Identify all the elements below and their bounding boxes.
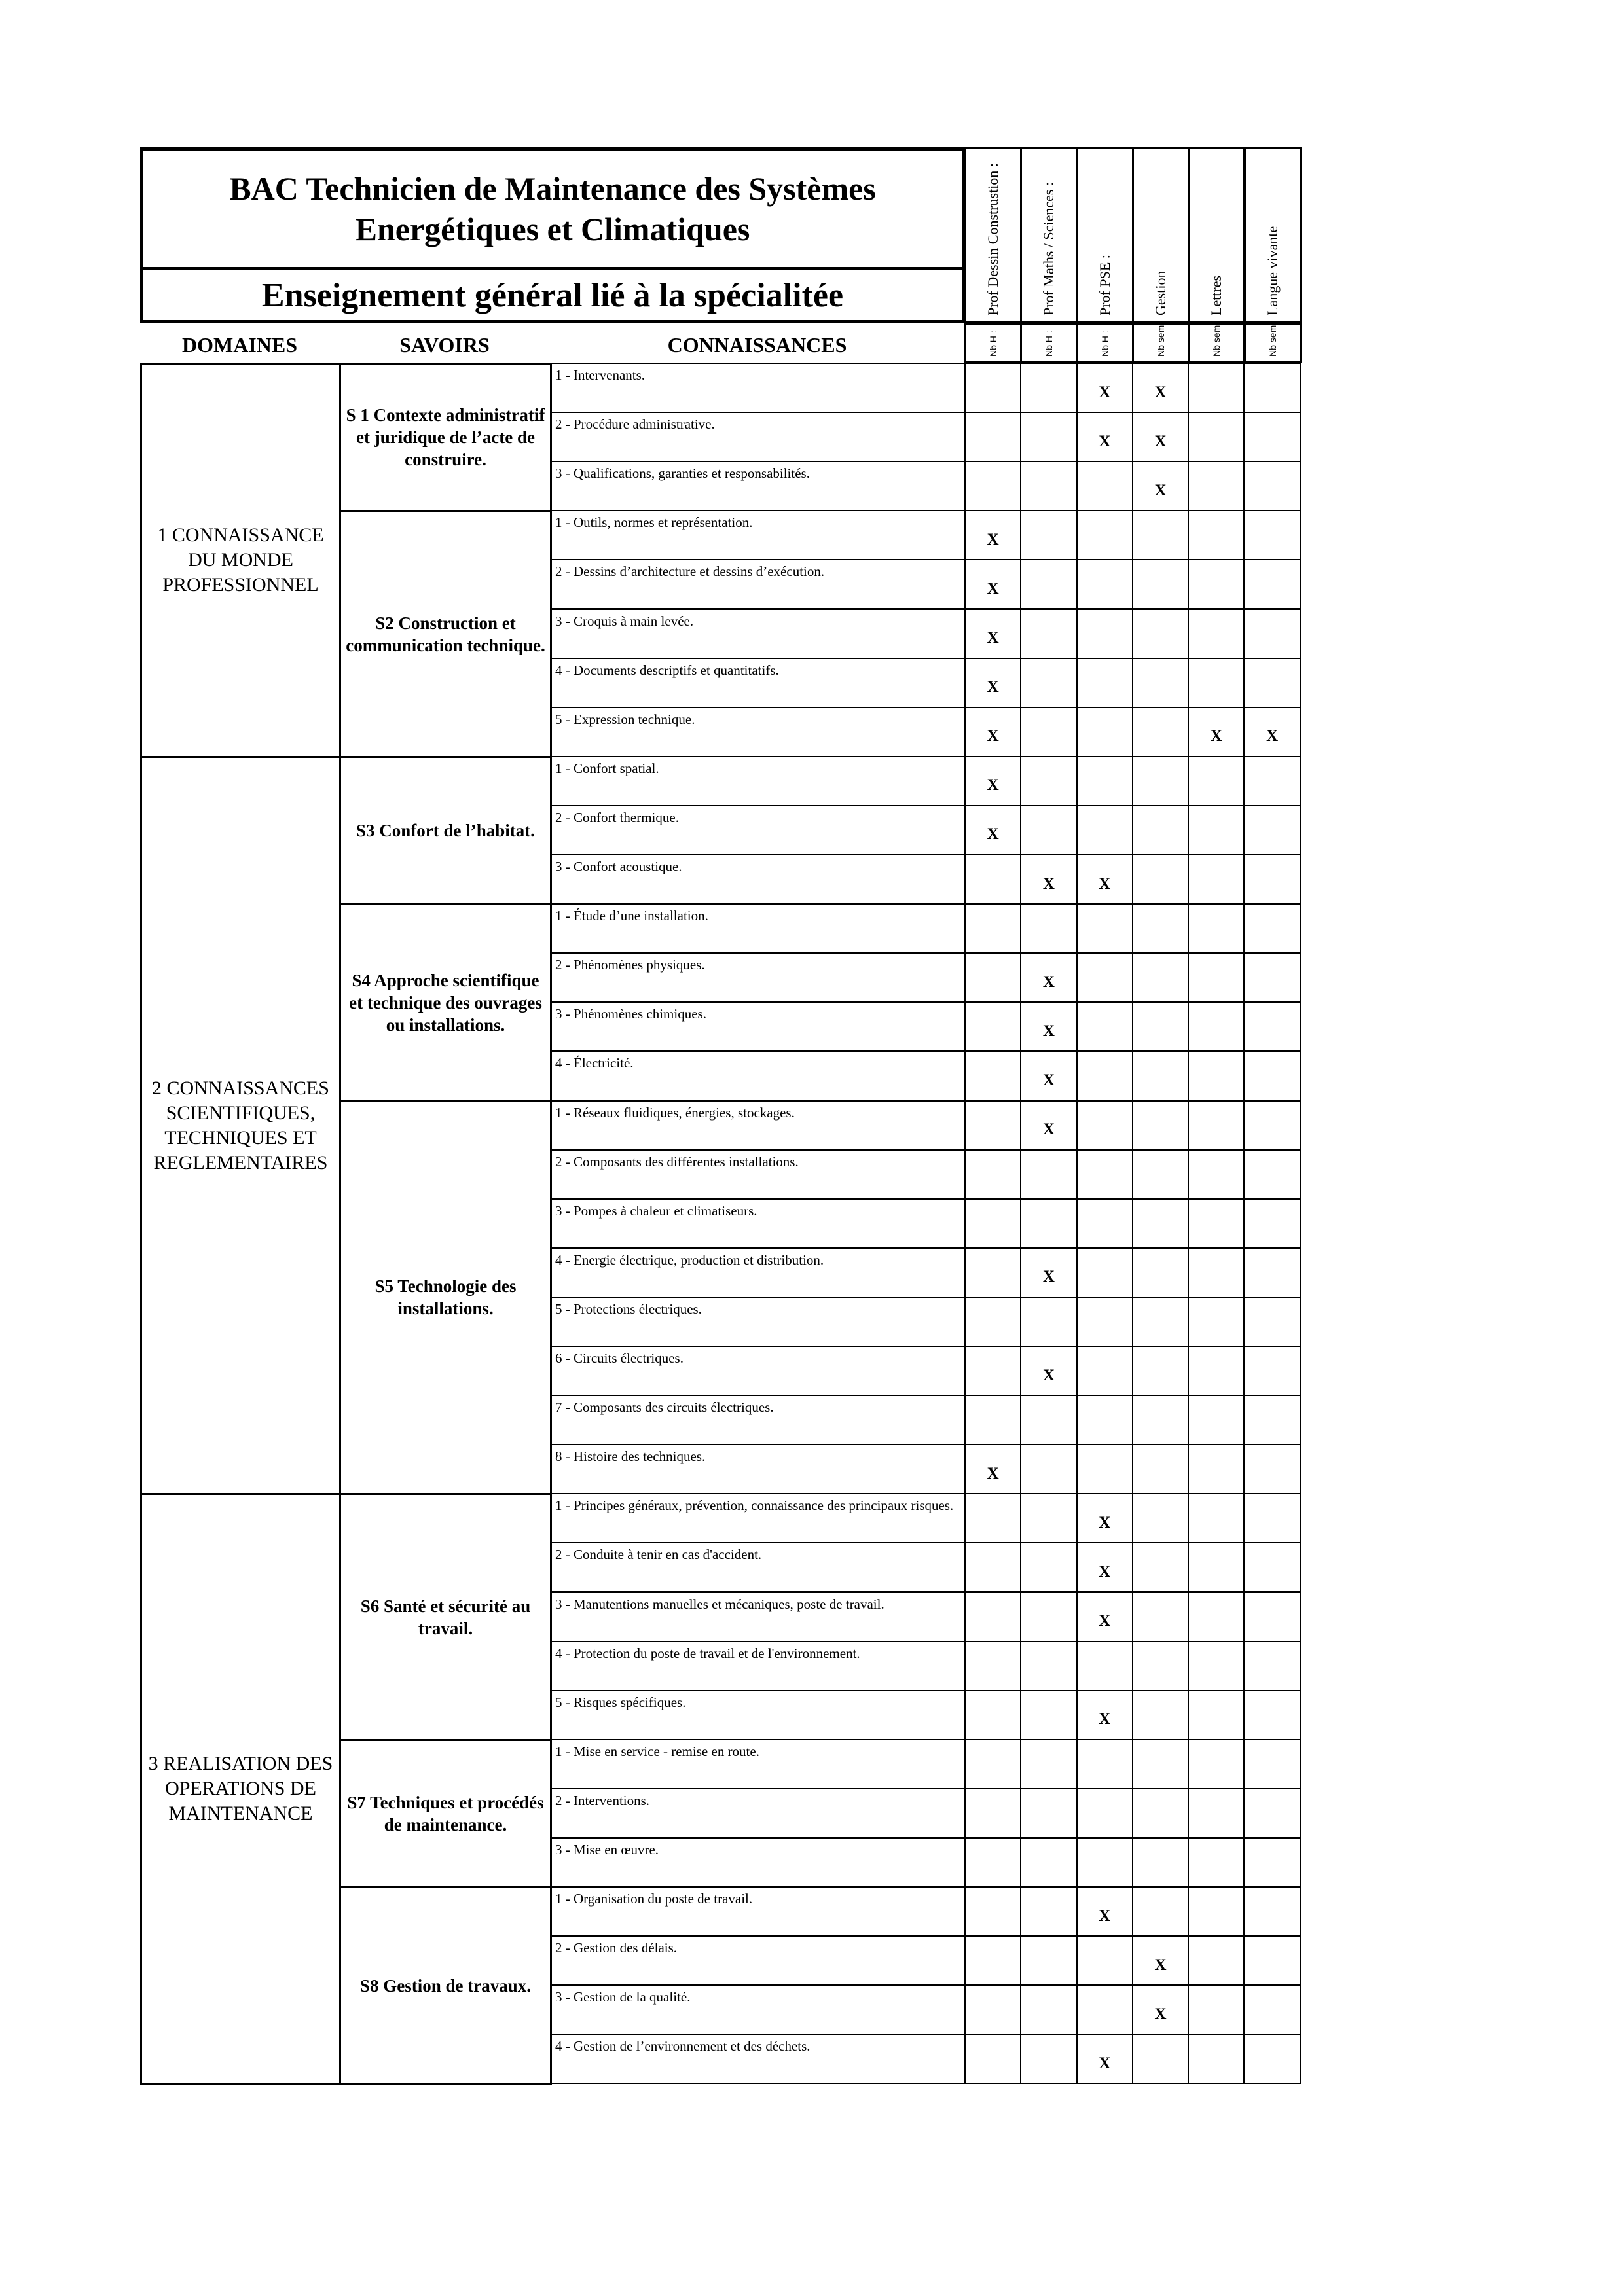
connaissance-cell: 7 - Composants des circuits électriques.: [550, 1395, 966, 1445]
mark-cell-checked: X: [1076, 1542, 1133, 1592]
mark-cell-empty: [964, 1346, 1021, 1396]
mark-cell-empty: [1076, 707, 1133, 757]
mark-cell-empty: [1132, 658, 1189, 708]
mark-cell-checked: X: [964, 559, 1021, 609]
mark-cell-checked: X: [964, 707, 1021, 757]
connaissance-cell: 3 - Gestion de la qualité.: [550, 1984, 966, 2035]
connaissance-cell: 2 - Gestion des délais.: [550, 1935, 966, 1986]
teacher-header: [1188, 147, 1245, 323]
teacher-hours-header: [1188, 319, 1245, 363]
savoir-cell: S7 Techniques et procédés de maintenance.: [339, 1739, 552, 1888]
document-title-line2: Energétiques et Climatiques: [355, 211, 750, 247]
mark-cell-empty: [1132, 1050, 1189, 1101]
mark-cell-empty: [964, 363, 1021, 413]
mark-cell-empty: [1020, 1641, 1077, 1691]
mark-cell-empty: [1132, 1788, 1189, 1839]
mark-cell-empty: [964, 2034, 1021, 2084]
mark-cell-empty: [1132, 1444, 1189, 1494]
mark-cell-empty: [1188, 1641, 1245, 1691]
mark-cell-empty: [1188, 756, 1245, 806]
column-header-savoirs: SAVOIRS: [399, 332, 490, 357]
connaissance-cell: 4 - Protection du poste de travail et de l'environnement.: [550, 1641, 966, 1691]
mark-cell-checked: X: [1132, 1935, 1189, 1986]
mark-cell-empty: [1020, 510, 1077, 560]
mark-cell-checked: X: [1244, 707, 1301, 757]
mark-cell-checked: X: [1132, 363, 1189, 413]
mark-cell-checked: X: [1076, 1886, 1133, 1937]
mark-cell-empty: [964, 1641, 1021, 1691]
mark-cell-empty: [1020, 363, 1077, 413]
connaissance-cell: 1 - Organisation du poste de travail.: [550, 1886, 966, 1937]
mark-cell-empty: [1188, 854, 1245, 905]
mark-cell-empty: [1076, 658, 1133, 708]
teacher-label: Lettres: [1208, 275, 1225, 315]
document-title-line1: BAC Technicien de Maintenance des Systèmes: [229, 170, 876, 207]
mark-cell-checked: X: [1020, 1001, 1077, 1052]
mark-cell-checked: X: [964, 756, 1021, 806]
mark-cell-empty: [1244, 1788, 1301, 1839]
connaissance-cell: 1 - Confort spatial.: [550, 756, 966, 806]
connaissance-cell: 5 - Expression technique.: [550, 707, 966, 757]
mark-cell-empty: [1132, 1739, 1189, 1789]
mark-cell-empty: [1188, 461, 1245, 511]
mark-cell-empty: [1020, 1493, 1077, 1543]
teacher-hours-label: Nb sem :: [1156, 319, 1167, 357]
mark-cell-empty: [1020, 1592, 1077, 1642]
mark-cell-empty: [1188, 1001, 1245, 1052]
savoir-cell: S4 Approche scientifique et technique des ouvrages ou installations.: [339, 903, 552, 1102]
mark-cell-empty: [1132, 1641, 1189, 1691]
mark-cell-empty: [1244, 1100, 1301, 1151]
mark-cell-empty: [1188, 1788, 1245, 1839]
mark-cell-empty: [1188, 1395, 1245, 1445]
mark-cell-empty: [964, 952, 1021, 1003]
mark-cell-empty: [1076, 1935, 1133, 1986]
mark-cell-empty: [1076, 1837, 1133, 1888]
savoir-cell: S2 Construction et communication technique.: [339, 510, 552, 758]
mark-cell-empty: [1244, 903, 1301, 954]
domain-cell: 3 REALISATION DES OPERATIONS DE MAINTENANCE: [140, 1493, 341, 2085]
teacher-hours-label: Nb sem :: [1267, 319, 1278, 357]
connaissance-cell: 3 - Pompes à chaleur et climatiseurs.: [550, 1198, 966, 1249]
mark-cell-empty: [1188, 1346, 1245, 1396]
mark-cell-empty: [1020, 1444, 1077, 1494]
mark-cell-checked: X: [1076, 412, 1133, 462]
connaissance-cell: 5 - Risques spécifiques.: [550, 1690, 966, 1740]
mark-cell-empty: [1076, 756, 1133, 806]
mark-cell-empty: [1076, 1297, 1133, 1347]
mark-cell-empty: [1020, 1690, 1077, 1740]
mark-cell-empty: [1244, 1001, 1301, 1052]
mark-cell-empty: [1020, 1935, 1077, 1986]
mark-cell-empty: [1076, 1788, 1133, 1839]
mark-cell-empty: [964, 1886, 1021, 1937]
mark-cell-empty: [1244, 1641, 1301, 1691]
mark-cell-empty: [1076, 559, 1133, 609]
mark-cell-empty: [1244, 1050, 1301, 1101]
mark-cell-empty: [1244, 952, 1301, 1003]
connaissance-cell: 2 - Conduite à tenir en cas d'accident.: [550, 1542, 966, 1592]
mark-cell-empty: [1020, 1886, 1077, 1937]
mark-cell-empty: [964, 1788, 1021, 1839]
mark-cell-empty: [1244, 1346, 1301, 1396]
mark-cell-empty: [1132, 1100, 1189, 1151]
mark-cell-empty: [1076, 461, 1133, 511]
mark-cell-checked: X: [1076, 1592, 1133, 1642]
column-header-connaissances: CONNAISSANCES: [667, 332, 847, 357]
mark-cell-empty: [1076, 903, 1133, 954]
mark-cell-empty: [964, 1149, 1021, 1200]
mark-cell-empty: [964, 903, 1021, 954]
connaissance-cell: 4 - Électricité.: [550, 1050, 966, 1101]
mark-cell-empty: [1076, 1149, 1133, 1200]
connaissance-cell: 4 - Documents descriptifs et quantitatifs.: [550, 658, 966, 708]
mark-cell-empty: [1188, 952, 1245, 1003]
teacher-header: [964, 147, 1022, 323]
mark-cell-empty: [1244, 2034, 1301, 2084]
connaissance-cell: 3 - Qualifications, garanties et responsabilités.: [550, 461, 966, 511]
mark-cell-empty: [1188, 1100, 1245, 1151]
mark-cell-empty: [964, 1935, 1021, 1986]
mark-cell-empty: [964, 1493, 1021, 1543]
mark-cell-empty: [1076, 805, 1133, 855]
mark-cell-empty: [1188, 363, 1245, 413]
mark-cell-empty: [1132, 510, 1189, 560]
mark-cell-empty: [964, 1984, 1021, 2035]
connaissance-cell: 3 - Mise en œuvre.: [550, 1837, 966, 1888]
mark-cell-empty: [1020, 1837, 1077, 1888]
mark-cell-empty: [1132, 609, 1189, 659]
connaissance-cell: 4 - Gestion de l’environnement et des déchets.: [550, 2034, 966, 2084]
mark-cell-checked: X: [1076, 2034, 1133, 2084]
mark-cell-empty: [1188, 1886, 1245, 1937]
mark-cell-empty: [964, 1247, 1021, 1298]
mark-cell-empty: [964, 1542, 1021, 1592]
mark-cell-checked: X: [1076, 854, 1133, 905]
teacher-hours-header: [1132, 319, 1190, 363]
connaissance-cell: 2 - Dessins d’architecture et dessins d’exécution.: [550, 559, 966, 609]
connaissance-cell: 3 - Confort acoustique.: [550, 854, 966, 905]
mark-cell-empty: [1020, 2034, 1077, 2084]
mark-cell-checked: X: [1188, 707, 1245, 757]
teacher-hours-header: [1244, 319, 1302, 363]
mark-cell-empty: [1076, 1001, 1133, 1052]
mark-cell-empty: [1244, 1297, 1301, 1347]
domain-cell: 1 CONNAISSANCE DU MONDE PROFESSIONNEL: [140, 363, 341, 758]
teacher-label: Gestion: [1152, 270, 1169, 315]
mark-cell-empty: [1244, 609, 1301, 659]
mark-cell-empty: [1076, 1198, 1133, 1249]
mark-cell-checked: X: [964, 658, 1021, 708]
mark-cell-checked: X: [964, 510, 1021, 560]
mark-cell-empty: [1020, 461, 1077, 511]
connaissance-cell: 1 - Intervenants.: [550, 363, 966, 413]
mark-cell-empty: [1132, 1886, 1189, 1937]
connaissance-cell: 3 - Phénomènes chimiques.: [550, 1001, 966, 1052]
teacher-label: Langue vivante: [1264, 226, 1281, 315]
mark-cell-empty: [1244, 510, 1301, 560]
mark-cell-empty: [1020, 1395, 1077, 1445]
mark-cell-empty: [1244, 1198, 1301, 1249]
mark-cell-checked: X: [1132, 412, 1189, 462]
mark-cell-empty: [1076, 1050, 1133, 1101]
connaissance-cell: 1 - Outils, normes et représentation.: [550, 510, 966, 560]
mark-cell-checked: X: [1020, 1247, 1077, 1298]
mark-cell-empty: [1020, 707, 1077, 757]
savoir-cell: S 1 Contexte administratif et juridique de l’acte de construire.: [339, 363, 552, 512]
mark-cell-empty: [1132, 1395, 1189, 1445]
mark-cell-empty: [1244, 1690, 1301, 1740]
mark-cell-empty: [1244, 1592, 1301, 1642]
mark-cell-empty: [1244, 461, 1301, 511]
mark-cell-checked: X: [1076, 1690, 1133, 1740]
mark-cell-empty: [1132, 1493, 1189, 1543]
mark-cell-empty: [1020, 1788, 1077, 1839]
mark-cell-checked: X: [964, 609, 1021, 659]
mark-cell-empty: [1076, 510, 1133, 560]
teacher-header: [1132, 147, 1190, 323]
mark-cell-empty: [1244, 1886, 1301, 1937]
mark-cell-empty: [1188, 1050, 1245, 1101]
mark-cell-empty: [1244, 805, 1301, 855]
mark-cell-empty: [1132, 1297, 1189, 1347]
mark-cell-empty: [1188, 1198, 1245, 1249]
mark-cell-empty: [1020, 805, 1077, 855]
teacher-hours-label: Nb H :: [1099, 331, 1110, 357]
mark-cell-empty: [1188, 609, 1245, 659]
mark-cell-empty: [1244, 756, 1301, 806]
mark-cell-checked: X: [1020, 1100, 1077, 1151]
mark-cell-empty: [964, 1100, 1021, 1151]
mark-cell-checked: X: [1076, 1493, 1133, 1543]
mark-cell-empty: [1188, 1493, 1245, 1543]
mark-cell-empty: [1132, 1837, 1189, 1888]
savoir-cell: S8 Gestion de travaux.: [339, 1886, 552, 2085]
mark-cell-checked: X: [1132, 461, 1189, 511]
connaissance-cell: 3 - Croquis à main levée.: [550, 609, 966, 659]
mark-cell-empty: [964, 1690, 1021, 1740]
mark-cell-empty: [1132, 559, 1189, 609]
mark-cell-empty: [1244, 1542, 1301, 1592]
mark-cell-empty: [1020, 1984, 1077, 2035]
mark-cell-empty: [1188, 1444, 1245, 1494]
connaissance-cell: 2 - Procédure administrative.: [550, 412, 966, 462]
savoir-cell: S3 Confort de l’habitat.: [339, 756, 552, 905]
mark-cell-empty: [1132, 952, 1189, 1003]
mark-cell-empty: [1188, 510, 1245, 560]
connaissance-cell: 1 - Étude d’une installation.: [550, 903, 966, 954]
mark-cell-empty: [1244, 854, 1301, 905]
mark-cell-empty: [1188, 805, 1245, 855]
mark-cell-empty: [964, 1739, 1021, 1789]
mark-cell-checked: X: [1020, 1346, 1077, 1396]
connaissance-cell: 8 - Histoire des techniques.: [550, 1444, 966, 1494]
mark-cell-empty: [964, 1001, 1021, 1052]
connaissance-cell: 6 - Circuits électriques.: [550, 1346, 966, 1396]
mark-cell-empty: [1020, 609, 1077, 659]
mark-cell-empty: [1188, 1690, 1245, 1740]
teacher-header: [1244, 147, 1302, 323]
connaissance-cell: 3 - Manutentions manuelles et mécaniques, poste de travail.: [550, 1592, 966, 1642]
mark-cell-empty: [1132, 2034, 1189, 2084]
mark-cell-empty: [964, 1198, 1021, 1249]
mark-cell-empty: [964, 1297, 1021, 1347]
mark-cell-empty: [1076, 1739, 1133, 1789]
teacher-header: [1076, 147, 1134, 323]
mark-cell-empty: [1244, 1247, 1301, 1298]
mark-cell-empty: [1132, 1592, 1189, 1642]
mark-cell-empty: [1132, 707, 1189, 757]
mark-cell-checked: X: [1132, 1984, 1189, 2035]
mark-cell-empty: [1076, 952, 1133, 1003]
mark-cell-empty: [1188, 1837, 1245, 1888]
mark-cell-empty: [1020, 658, 1077, 708]
mark-cell-empty: [1132, 1542, 1189, 1592]
mark-cell-checked: X: [1020, 952, 1077, 1003]
mark-cell-empty: [1132, 1346, 1189, 1396]
mark-cell-empty: [964, 854, 1021, 905]
mark-cell-empty: [1020, 412, 1077, 462]
mark-cell-empty: [1244, 559, 1301, 609]
connaissance-cell: 2 - Confort thermique.: [550, 805, 966, 855]
mark-cell-empty: [1244, 1935, 1301, 1986]
mark-cell-checked: X: [1076, 363, 1133, 413]
teacher-label: Prof Dessin Construstion :: [985, 163, 1002, 315]
mark-cell-empty: [1132, 756, 1189, 806]
mark-cell-empty: [1188, 1247, 1245, 1298]
connaissance-cell: 2 - Phénomènes physiques.: [550, 952, 966, 1003]
mark-cell-empty: [1244, 1149, 1301, 1200]
mark-cell-empty: [1020, 1542, 1077, 1592]
mark-cell-empty: [1132, 1001, 1189, 1052]
connaissance-cell: 5 - Protections électriques.: [550, 1297, 966, 1347]
mark-cell-empty: [1132, 854, 1189, 905]
mark-cell-checked: X: [964, 1444, 1021, 1494]
mark-cell-empty: [1076, 1444, 1133, 1494]
mark-cell-empty: [1188, 1149, 1245, 1200]
mark-cell-empty: [964, 1395, 1021, 1445]
mark-cell-empty: [1188, 1984, 1245, 2035]
mark-cell-empty: [1020, 1149, 1077, 1200]
mark-cell-empty: [1132, 1198, 1189, 1249]
teacher-hours-label: Nb sem :: [1211, 319, 1222, 357]
mark-cell-empty: [964, 461, 1021, 511]
connaissance-cell: 2 - Interventions.: [550, 1788, 966, 1839]
column-header-domaines: DOMAINES: [181, 332, 297, 357]
mark-cell-empty: [1244, 1493, 1301, 1543]
mark-cell-empty: [964, 412, 1021, 462]
mark-cell-empty: [1244, 1444, 1301, 1494]
savoir-cell: S6 Santé et sécurité au travail.: [339, 1493, 552, 1741]
mark-cell-empty: [1244, 658, 1301, 708]
mark-cell-empty: [1020, 756, 1077, 806]
mark-cell-empty: [1188, 1297, 1245, 1347]
mark-cell-empty: [1076, 1641, 1133, 1691]
mark-cell-empty: [1020, 903, 1077, 954]
mark-cell-empty: [1076, 1100, 1133, 1151]
mark-cell-empty: [1076, 1395, 1133, 1445]
mark-cell-empty: [1188, 1592, 1245, 1642]
mark-cell-checked: X: [1020, 1050, 1077, 1101]
mark-cell-empty: [964, 1837, 1021, 1888]
mark-cell-empty: [964, 1592, 1021, 1642]
teacher-label: Prof PSE :: [1096, 255, 1113, 315]
mark-cell-empty: [1020, 1297, 1077, 1347]
teacher-hours-label: Nb H :: [1044, 331, 1055, 357]
mark-cell-empty: [1188, 1739, 1245, 1789]
mark-cell-empty: [1188, 559, 1245, 609]
savoir-cell: S5 Technologie des installations.: [339, 1100, 552, 1496]
teacher-hours-header: [1020, 323, 1078, 363]
mark-cell-empty: [964, 1050, 1021, 1101]
mark-cell-empty: [1244, 1739, 1301, 1789]
mark-cell-empty: [1188, 2034, 1245, 2084]
mark-cell-empty: [1244, 1984, 1301, 2035]
mark-cell-empty: [1188, 412, 1245, 462]
mark-cell-empty: [1020, 1739, 1077, 1789]
connaissance-cell: 2 - Composants des différentes installations.: [550, 1149, 966, 1200]
teacher-hours-header: [1076, 323, 1134, 363]
mark-cell-empty: [1188, 1542, 1245, 1592]
mark-cell-empty: [1076, 1247, 1133, 1298]
mark-cell-empty: [1132, 1247, 1189, 1298]
teacher-hours-label: Nb H :: [988, 331, 999, 357]
mark-cell-empty: [1132, 903, 1189, 954]
mark-cell-empty: [1076, 1346, 1133, 1396]
mark-cell-checked: X: [964, 805, 1021, 855]
mark-cell-empty: [1244, 1837, 1301, 1888]
mark-cell-empty: [1132, 1690, 1189, 1740]
mark-cell-empty: [1188, 1935, 1245, 1986]
document-title-box: [140, 147, 965, 270]
teacher-label: Prof Maths / Sciences :: [1040, 181, 1057, 315]
mark-cell-empty: [1020, 559, 1077, 609]
domain-cell: 2 CONNAISSANCES SCIENTIFIQUES, TECHNIQUES ET REGLEMENTAIRES: [140, 756, 341, 1496]
mark-cell-empty: [1132, 805, 1189, 855]
connaissance-cell: 1 - Principes généraux, prévention, connaissance des principaux risques.: [550, 1493, 966, 1543]
mark-cell-empty: [1076, 609, 1133, 659]
connaissance-cell: 1 - Réseaux fluidiques, énergies, stockages.: [550, 1100, 966, 1151]
connaissance-cell: 1 - Mise en service - remise en route.: [550, 1739, 966, 1789]
connaissance-cell: 4 - Energie électrique, production et distribution.: [550, 1247, 966, 1298]
mark-cell-empty: [1020, 1198, 1077, 1249]
teacher-header: [1020, 147, 1078, 323]
mark-cell-empty: [1244, 412, 1301, 462]
document-subtitle: Enseignement général lié à la spécialitée: [140, 267, 965, 323]
mark-cell-empty: [1132, 1149, 1189, 1200]
mark-cell-empty: [1188, 903, 1245, 954]
mark-cell-empty: [1244, 363, 1301, 413]
mark-cell-checked: X: [1020, 854, 1077, 905]
mark-cell-empty: [1188, 658, 1245, 708]
teacher-hours-header: [964, 323, 1022, 363]
mark-cell-empty: [1076, 1984, 1133, 2035]
mark-cell-empty: [1244, 1395, 1301, 1445]
